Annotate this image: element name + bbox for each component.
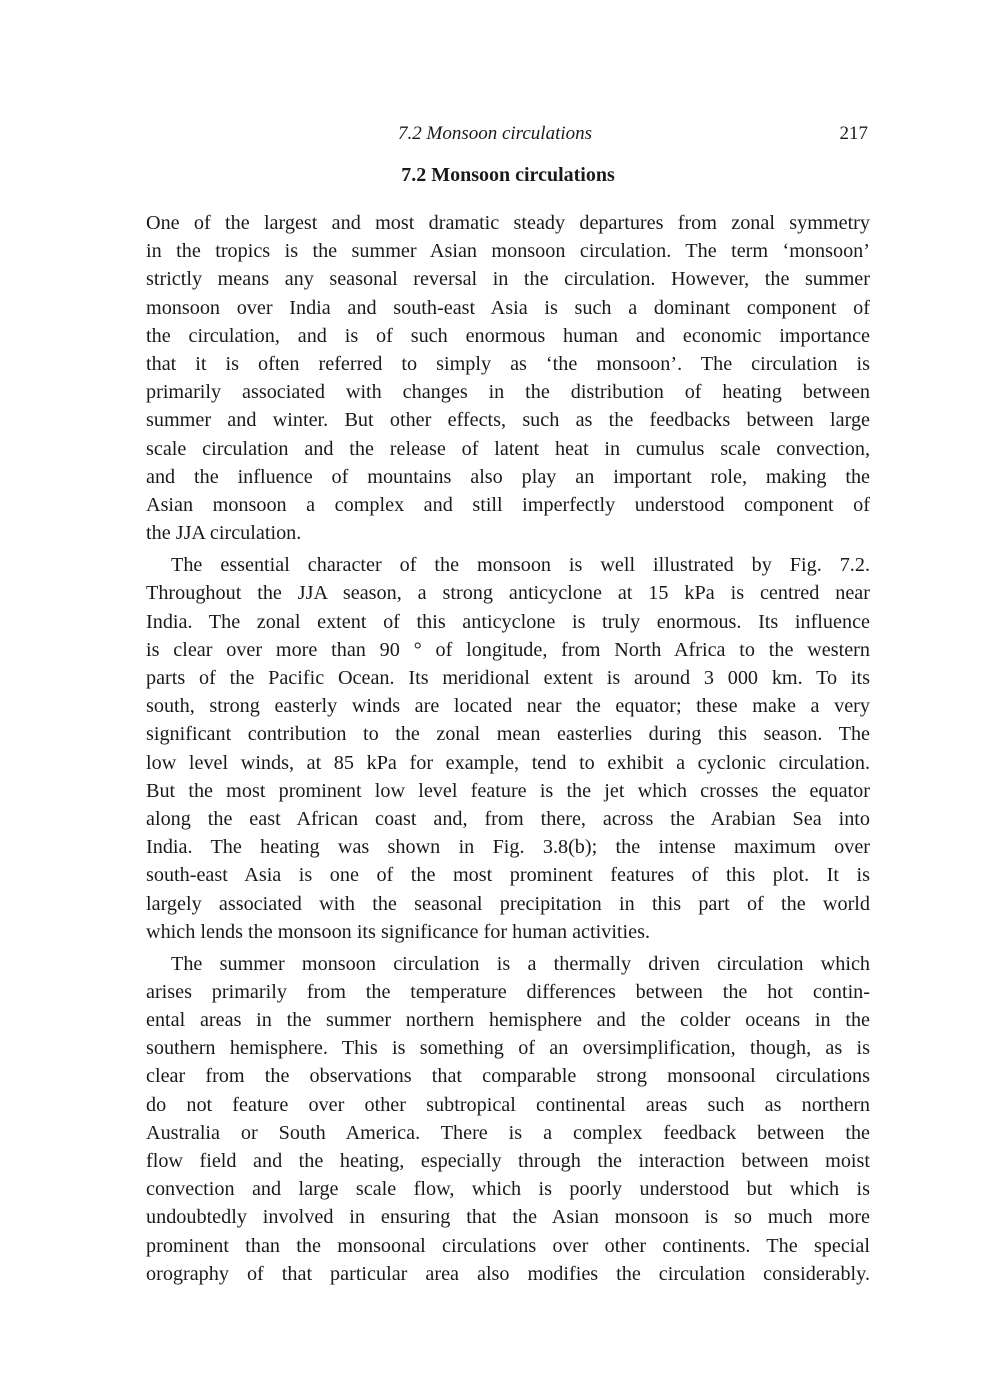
text-line: arises primarily from the temperature differences between the hot contin- [146, 980, 870, 1003]
text-line: southern hemisphere. This is something of an oversimplification, though, as is [146, 1037, 870, 1060]
paragraph-3 [146, 950, 870, 1288]
text-line: strictly means any seasonal reversal in the circulation. However, the summer [146, 268, 870, 291]
text-line: clear from the observations that comparable strong monsoonal circulations [146, 1065, 870, 1088]
text-line: parts of the Pacific Ocean. Its meridional extent is around 3 000 km. To its [146, 666, 870, 689]
text-line: significant contribution to the zonal mean easterlies during this season. The [146, 723, 870, 746]
text-line: India. The zonal extent of this anticyclone is truly enormous. Its influence [146, 610, 870, 633]
text-line: ental areas in the summer northern hemisphere and the colder oceans in the [146, 1009, 870, 1032]
text-line: that it is often referred to simply as ‘the monsoon’. The circulation is [146, 353, 870, 376]
text-line: flow field and the heating, especially through the interaction between moist [146, 1150, 870, 1173]
section-heading: 7.2 Monsoon circulations [401, 164, 615, 186]
text-line: south-east Asia is one of the most prominent features of this plot. It is [146, 864, 870, 887]
body-text [146, 209, 870, 1288]
text-line: monsoon over India and south-east Asia is such a dominant component of [146, 296, 870, 319]
text-line: undoubtedly involved in ensuring that the Asian monsoon is so much more [146, 1206, 870, 1229]
text-line: orography of that particular area also modifies the circulation considerably. [146, 1262, 870, 1285]
running-title: 7.2 Monsoon circulations [398, 123, 593, 144]
text-line: One of the largest and most dramatic steady departures from zonal symmetry [146, 212, 870, 234]
text-line: low level winds, at 85 kPa for example, tend to exhibit a cyclonic circulation. [146, 751, 870, 774]
page-number: 217 [839, 123, 868, 144]
text-line: the circulation, and is of such enormous human and economic importance [146, 324, 870, 347]
paragraph-1 [146, 209, 870, 547]
text-line: India. The heating was shown in Fig. 3.8(b); the intense maximum over [146, 836, 870, 859]
text-line: scale circulation and the release of latent heat in cumulus scale convection, [146, 437, 870, 460]
text-line: prominent than the monsoonal circulations over other continents. The special [146, 1234, 870, 1257]
text-line: largely associated with the seasonal precipitation in this part of the world [146, 892, 870, 915]
text-line: The essential character of the monsoon is well illustrated by Fig. 7.2. [171, 554, 870, 577]
text-line: primarily associated with changes in the distribution of heating between [146, 381, 870, 404]
text-line: The summer monsoon circulation is a thermally driven circulation which [171, 952, 870, 975]
text-line: which lends the monsoon its significance for human activities. [146, 920, 651, 943]
text-line: do not feature over other subtropical continental areas such as northern [146, 1093, 870, 1116]
paragraph-2 [146, 551, 870, 946]
text-line: and the influence of mountains also play an important role, making the [146, 465, 870, 488]
text-line: convection and large scale flow, which is poorly understood but which is [146, 1178, 870, 1201]
text-line: the JJA circulation. [146, 522, 302, 545]
text-line: along the east African coast and, from there, across the Arabian Sea into [146, 807, 870, 830]
text-line: Throughout the JJA season, a strong anticyclone at 15 kPa is centred near [146, 582, 870, 605]
running-head [146, 123, 870, 149]
text-line: south, strong easterly winds are located near the equator; these make a very [146, 695, 870, 718]
text-line: But the most prominent low level feature is the jet which crosses the equator [146, 779, 870, 802]
text-line: Asian monsoon a complex and still imperfectly understood component of [146, 494, 870, 517]
text-line: in the tropics is the summer Asian monsoon circulation. The term ‘monsoon’ [146, 240, 870, 263]
text-line: Australia or South America. There is a complex feedback between the [146, 1121, 870, 1144]
text-line: is clear over more than 90 ° of longitude, from North Africa to the western [146, 638, 870, 661]
text-line: summer and winter. But other effects, such as the feedbacks between large [146, 409, 870, 432]
